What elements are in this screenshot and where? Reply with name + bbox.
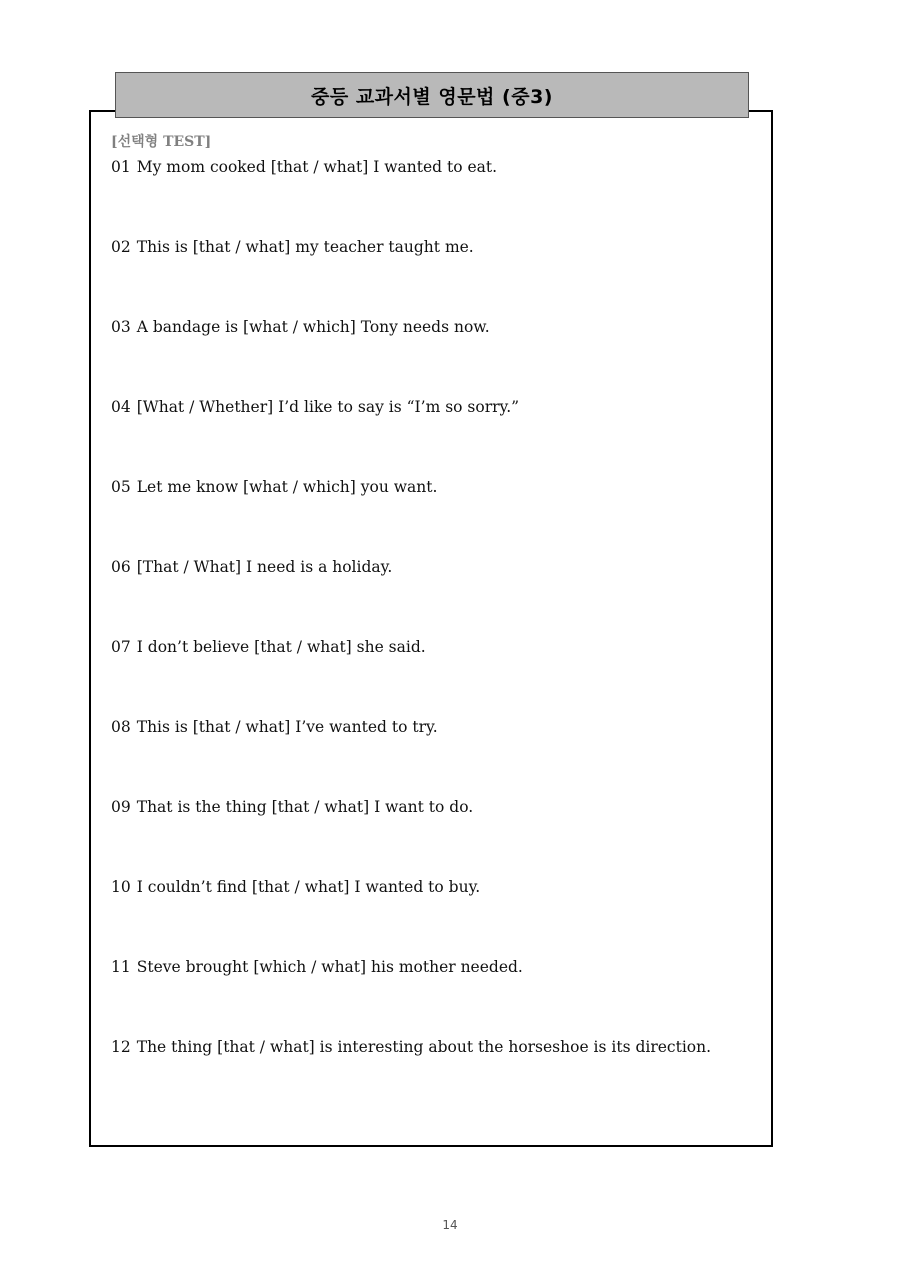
question-item bbox=[111, 1035, 761, 1115]
question-item bbox=[111, 475, 761, 555]
question-number: 07 bbox=[111, 638, 131, 656]
question-number: 03 bbox=[111, 318, 131, 336]
question-number: 06 bbox=[111, 558, 131, 576]
question-item bbox=[111, 875, 761, 955]
question-item bbox=[111, 555, 761, 635]
question-item bbox=[111, 315, 761, 395]
question-item bbox=[111, 795, 761, 875]
section-label: [선택형 TEST] bbox=[111, 134, 212, 150]
question-text: My mom cooked [that / what] I wanted to eat. bbox=[136, 158, 498, 176]
question-text: A bandage is [what / which] Tony needs now. bbox=[136, 318, 490, 336]
question-number: 04 bbox=[111, 398, 131, 416]
question-text: Let me know [what / which] you want. bbox=[136, 478, 438, 496]
question-number: 08 bbox=[111, 718, 131, 736]
question-number: 11 bbox=[111, 958, 131, 976]
question-number: 10 bbox=[111, 878, 131, 896]
question-item bbox=[111, 635, 761, 715]
question-item bbox=[111, 155, 761, 235]
question-item bbox=[111, 715, 761, 795]
question-text: This is [that / what] I’ve wanted to try. bbox=[136, 718, 438, 736]
question-text: [That / What] I need is a holiday. bbox=[136, 558, 393, 576]
question-text: This is [that / what] my teacher taught me. bbox=[136, 238, 474, 256]
page-title: 중등 교과서별 영문법 (중3) bbox=[311, 85, 553, 108]
question-text: I couldn’t find [that / what] I wanted to buy. bbox=[136, 878, 481, 896]
question-item bbox=[111, 955, 761, 1035]
question-text: Steve brought [which / what] his mother needed. bbox=[136, 958, 523, 976]
question-number: 01 bbox=[111, 158, 131, 176]
question-item bbox=[111, 395, 761, 475]
question-number: 12 bbox=[111, 1038, 131, 1056]
question-text: I don’t believe [that / what] she said. bbox=[136, 638, 426, 656]
question-number: 09 bbox=[111, 798, 131, 816]
question-list bbox=[111, 155, 761, 1115]
question-item bbox=[111, 235, 761, 315]
question-number: 05 bbox=[111, 478, 131, 496]
question-number: 02 bbox=[111, 238, 131, 256]
question-text: The thing [that / what] is interesting about the horseshoe is its direction. bbox=[136, 1038, 712, 1056]
page-number: 14 bbox=[442, 1218, 458, 1232]
question-text: That is the thing [that / what] I want to do. bbox=[136, 798, 474, 816]
title-banner bbox=[115, 72, 749, 118]
question-text: [What / Whether] I’d like to say is “I’m so sorry.” bbox=[136, 398, 520, 416]
